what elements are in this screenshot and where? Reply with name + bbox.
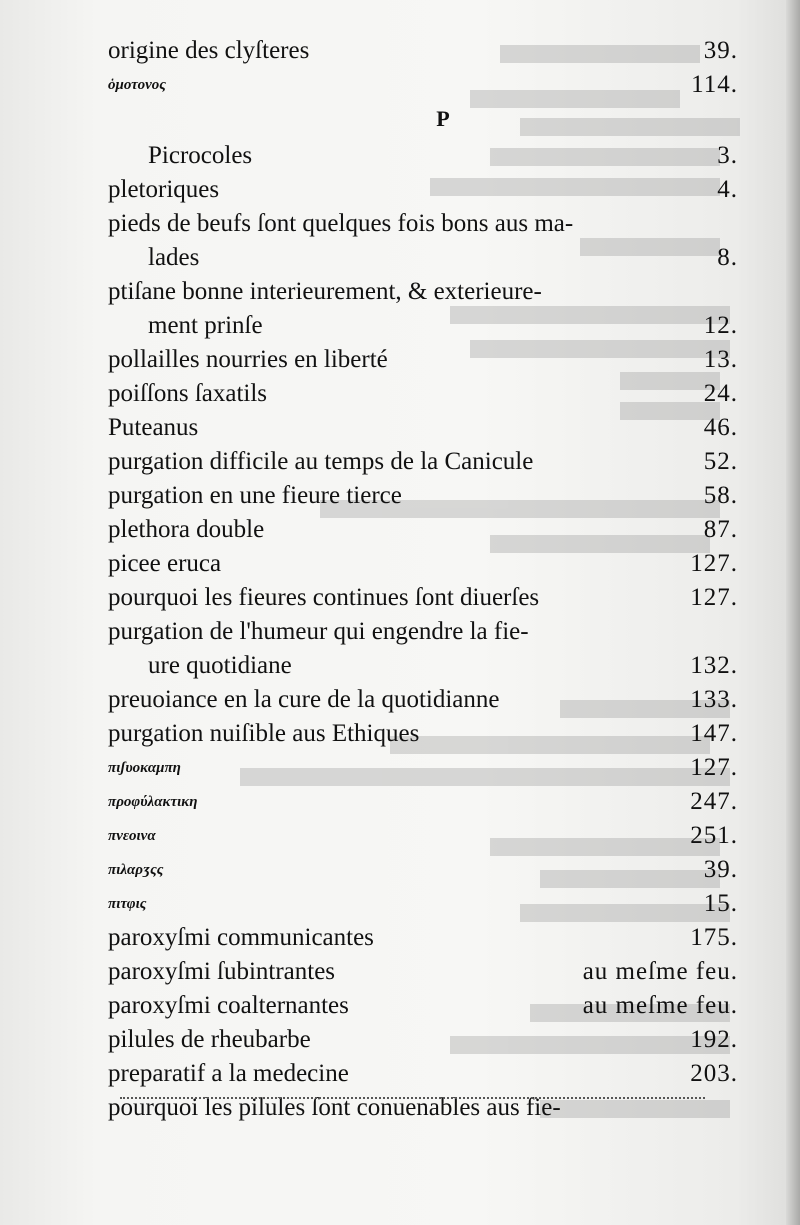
index-entry [108,479,738,513]
entry-page: 132. [690,652,738,679]
index-entry [108,513,738,547]
entry-page: au meſme feu. [582,992,738,1019]
entry-page: 251. [690,822,738,849]
entry-term: προφύλακτικη [108,794,198,810]
entry-term: lades [148,244,200,271]
entry-page: 39. [703,37,738,64]
index-entry [108,581,738,615]
entry-page: 133. [690,686,738,713]
index-entry [108,275,738,309]
entry-page: 247. [690,788,738,815]
entry-page: 175. [690,924,738,951]
entry-page: 15. [703,890,738,917]
entry-page: 4. [717,176,738,203]
index-entry [108,343,738,377]
entry-term: ptiſane bonne interieurement, & exterieure- [108,278,542,305]
entry-term: pilules de rheubarbe [108,1026,311,1053]
index-entry [108,615,738,649]
entry-term: ὁμοτονος [108,77,166,93]
entry-term: purgation difficile au temps de la Canicule [108,448,534,475]
index-entry [108,921,738,955]
index-entry [108,241,738,275]
entry-term: preparatif a la medecine [108,1060,349,1087]
entry-term: Picrocoles [148,142,253,169]
entry-term: πιτφις [108,896,147,912]
entry-page: 127. [690,754,738,781]
index-entry [108,955,738,989]
entry-page: 3. [717,142,738,169]
entry-term: paroxyſmi coalternantes [108,992,349,1019]
entry-term: ure quotidiane [148,652,292,679]
entry-term: pourquoi les pilules ſont conuenables aus fie- [108,1094,561,1121]
entry-page: 24. [703,380,738,407]
entry-term: purgation nuiſible aus Ethiques [108,720,420,747]
index-entry [108,989,738,1023]
entry-term: pieds de beufs ſont quelques fois bons aus ma- [108,210,574,237]
index-entry [108,173,738,207]
index-entry [108,445,738,479]
index-entry [108,68,738,102]
index-entry [108,309,738,343]
section-letter-heading: P [436,106,450,131]
entry-page: 127. [690,550,738,577]
index-entry [108,785,738,819]
index-entry [108,139,738,173]
entry-page: 192. [690,1026,738,1053]
entry-term: ment prinſe [148,312,263,339]
index-entry [108,207,738,241]
index-entry [108,887,738,921]
index-entry [108,411,738,445]
page-edge [786,0,800,1225]
entry-term: origine des clyſteres [108,37,310,64]
entry-term: paroxyſmi ſubintrantes [108,958,336,985]
entry-page: au meſme feu. [582,958,738,985]
index-entry [108,547,738,581]
entry-term: πιλαρʒςς [108,862,164,878]
entry-page: 147. [690,720,738,747]
index-entry [108,751,738,785]
index-entry [108,1057,738,1091]
entry-page: 39. [703,856,738,883]
entry-term: Puteanus [108,414,199,441]
entry-term: πνεοινα [108,828,156,844]
entry-term: picee eruca [108,550,222,577]
index-entry [108,819,738,853]
entry-term: pourquoi les fieures continues ſont diuerſes [108,584,540,611]
entry-page: 8. [717,244,738,271]
entry-term: preuoiance en la cure de la quotidianne [108,686,500,713]
entry-page: 203. [690,1060,738,1087]
index-entry [108,649,738,683]
entry-page: 87. [703,516,738,543]
entry-page: 52. [703,448,738,475]
index-entry [108,683,738,717]
entry-page: 127. [690,584,738,611]
bottom-rule [120,1097,705,1100]
entry-term: pletoriques [108,176,220,203]
index-entry [108,34,738,68]
index-entry [108,853,738,887]
index-entry [108,377,738,411]
index-entry [108,1023,738,1057]
entry-term: pollailles nourries en liberté [108,346,388,373]
index-entry [108,717,738,751]
entry-page: 13. [703,346,738,373]
entry-page: 114. [691,71,738,98]
entry-term: purgation de l'humeur qui engendre la fie- [108,618,529,645]
entry-term: poiſſons ſaxatils [108,380,268,407]
entry-term: purgation en une fieure tierce [108,482,402,509]
entry-page: 12. [703,312,738,339]
entry-term: πιʃυοκαμπη [108,760,181,776]
entry-term: plethora double [108,516,265,543]
entry-page: 46. [703,414,738,441]
entry-page: 58. [703,482,738,509]
entry-term: paroxyſmi communicantes [108,924,374,951]
